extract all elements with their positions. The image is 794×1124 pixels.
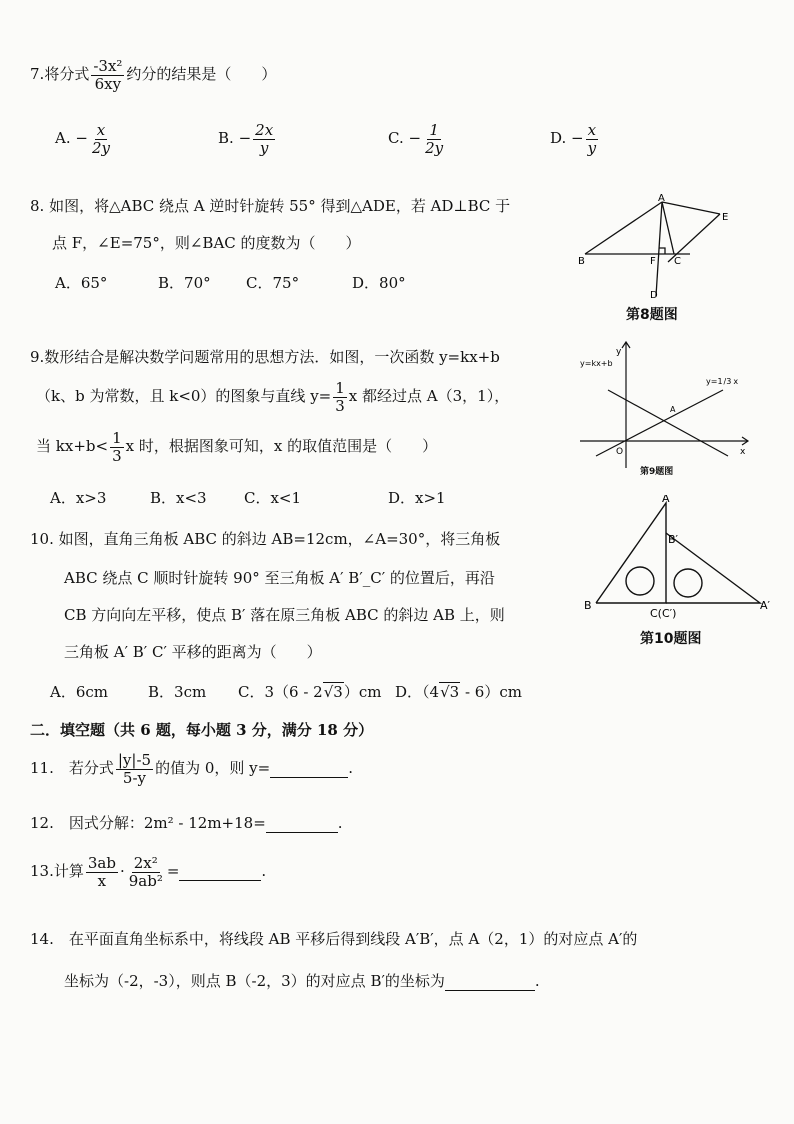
q9-option-b: B．x<3	[150, 489, 207, 507]
q13-dot: ·	[119, 862, 125, 880]
q10-d-a: D．（4	[395, 683, 440, 701]
q10-c-a: C．3（6 - 2	[238, 683, 323, 701]
q13-end: .	[261, 862, 267, 880]
q13-eq: =	[166, 862, 180, 880]
q7-a-frac	[90, 122, 112, 156]
q7-b-num: 2x	[255, 121, 274, 139]
q8-label-a: A	[658, 193, 665, 204]
q8-seg-ab	[585, 202, 662, 254]
q8-label-f: F	[650, 256, 656, 267]
q8-seg-ed	[668, 214, 720, 262]
q10-label-a-prime: A′	[760, 599, 771, 612]
q11-end: .	[348, 759, 353, 777]
q7-b-frac	[253, 122, 275, 156]
q8-label-d: D	[650, 290, 658, 301]
q8-caption: 第8题图	[626, 307, 678, 323]
q8-line1: 8. 如图，将△ABC 绕点 A 逆时针旋转 55° 得到△ADE，若 AD⊥BC 于	[30, 197, 511, 215]
q7-c-label: C.	[388, 129, 404, 147]
q7-a-sign: −	[75, 129, 88, 147]
q10-label-a: A	[662, 495, 670, 505]
q8-right-angle-mark	[659, 248, 665, 254]
q7-option-b	[218, 122, 277, 156]
q9-label-kxb: y=kx+b	[580, 359, 613, 368]
q9-label-origin: O	[616, 447, 624, 457]
q13-den2: 9ab²	[128, 871, 163, 890]
q10-line2: ABC 绕点 C 顺时针旋转 90° 至三角板 A′ B′_C′ 的位置后，再沿	[64, 569, 495, 587]
q7-c-den: 2y	[425, 138, 444, 157]
q10-d-b: - 6）cm	[460, 683, 522, 701]
q8-seg-ac	[662, 202, 674, 254]
q7-text-b: 约分的结果是（ ）	[126, 65, 277, 83]
q8-seg-ae	[662, 202, 720, 214]
q10-d-radicand: 3	[449, 683, 460, 701]
q8-seg-ad	[656, 202, 662, 296]
q9-label-third: y=1/3 x	[706, 377, 739, 386]
q14-line1: 14. 在平面直角坐标系中，将线段 AB 平移后得到线段 A′B′，点 A（2，1）的对应点 A′的	[30, 930, 638, 948]
q8-label-e: E	[722, 212, 729, 223]
q7-option-d	[550, 122, 600, 156]
q10-c-radical: √3	[323, 683, 343, 701]
q12-answer-blank[interactable]	[266, 814, 338, 833]
q12	[30, 812, 343, 833]
q10-caption: 第10题图	[640, 631, 702, 647]
q7-a-label: A.	[55, 129, 71, 147]
q7-number: 7.	[30, 65, 45, 83]
q9-option-d: D．x>1	[388, 489, 446, 507]
q14-end: .	[534, 972, 540, 990]
q10-triangle-abc	[596, 503, 666, 603]
q7-b-sign: −	[238, 129, 252, 147]
q10-d-radical: √3	[440, 683, 460, 701]
q8-label-c: C	[674, 256, 681, 267]
q13-num2: 2x²	[133, 854, 158, 872]
q9-graph	[578, 338, 758, 478]
q13-frac1	[86, 855, 118, 889]
q10-option-b: B．3cm	[148, 683, 207, 701]
q9-label-third-den: 3	[726, 377, 732, 386]
q7-a-num: x	[96, 121, 106, 139]
q7-d-sign: −	[571, 129, 584, 147]
q9-line2-frac	[333, 380, 347, 414]
q7-text-a: 将分式	[44, 65, 90, 83]
q7-frac-num: -3x²	[93, 57, 123, 75]
q9-line2-b: x 都经过点 A（3，1），	[348, 387, 510, 405]
q14-line2	[64, 970, 540, 991]
q14-line2-text: 坐标为（-2，-3），则点 B（-2，3）的对应点 B′的坐标为	[64, 972, 445, 990]
q12-text: 12. 因式分解：2m² - 12m+18=	[30, 814, 266, 832]
q7-option-a	[55, 122, 114, 156]
q9-option-c: C．x<1	[244, 489, 302, 507]
q9-line3-frac	[110, 430, 124, 464]
q9-label-point-a: A	[670, 405, 676, 414]
q9-line2	[36, 380, 509, 414]
q9-label-third-num: 1	[717, 377, 723, 386]
q7-b-label: B.	[218, 129, 234, 147]
q7-fraction	[91, 58, 124, 92]
q7-d-den: y	[587, 138, 597, 157]
q7-frac-den: 6xy	[94, 74, 122, 93]
q11-text-b: 的值为 0，则 y=	[155, 759, 271, 777]
q9-line2-num: 1	[335, 379, 345, 397]
q10-triangle-abc-prime	[666, 533, 760, 603]
q7-c-frac	[423, 122, 445, 156]
q7-b-den: y	[259, 138, 269, 157]
q10-label-c: C(C′)	[650, 607, 677, 620]
q8-option-c: C．75°	[246, 274, 300, 292]
q9-label-x: x	[740, 447, 746, 457]
q7-stem	[30, 58, 276, 92]
q9-line3	[36, 430, 437, 464]
q13-den1: x	[97, 871, 107, 890]
q7-d-num: x	[587, 121, 597, 139]
q7-c-num: 1	[429, 121, 439, 139]
q11-frac	[116, 752, 153, 786]
q8-option-d: D．80°	[352, 274, 406, 292]
q13-num1: 3ab	[87, 854, 116, 872]
q9-label-third-b: x	[733, 377, 739, 386]
q9-line3-b: x 时，根据图象可知，x 的取值范围是（ ）	[125, 437, 438, 455]
q10-label-b: B	[584, 599, 592, 612]
q14-answer-blank[interactable]	[445, 972, 535, 991]
q8-label-b: B	[578, 256, 585, 267]
q7-c-sign: −	[408, 129, 422, 147]
q9-option-a: A．x>3	[50, 489, 107, 507]
q7-option-c	[388, 122, 447, 156]
q9-line2-den: 3	[335, 396, 345, 415]
q8-option-b: B．70°	[158, 274, 211, 292]
q11-num: |y|-5	[117, 751, 152, 769]
q10-figure	[582, 495, 782, 625]
q10-line1: 10. 如图，直角三角板 ABC 的斜边 AB=12cm，∠A=30°，将三角板	[30, 530, 501, 548]
q10-c-radicand: 3	[333, 683, 343, 701]
q8-option-a: A．65°	[55, 274, 108, 292]
q9-caption: 第9题图	[640, 467, 674, 477]
q9-line3-a: 当 kx+b<	[36, 437, 109, 455]
q7-d-frac	[586, 122, 598, 156]
q10-c-b: ）cm	[343, 683, 382, 701]
q10-line3: CB 方向向左平移，使点 B′ 落在原三角板 ABC 的斜边 AB 上，则	[64, 606, 505, 624]
q10-option-a: A．6cm	[50, 683, 109, 701]
q9-line3-den: 3	[112, 446, 122, 465]
q13-text: 13.计算	[30, 862, 84, 880]
q8-line2: 点 F，∠E=75°，则∠BAC 的度数为（ ）	[52, 234, 361, 252]
q11-answer-blank[interactable]	[270, 759, 348, 778]
q10-label-b-prime: B′	[668, 533, 679, 546]
q11-text-a: 11. 若分式	[30, 759, 114, 777]
q10-option-d	[395, 681, 522, 702]
q9-label-y: y	[616, 347, 622, 357]
q10-hole-left	[626, 567, 654, 595]
q13	[30, 855, 266, 889]
q10-option-c	[238, 681, 381, 702]
q9-line1: 9.数形结合是解决数学问题常用的思想方法．如图，一次函数 y=kx+b	[30, 348, 500, 366]
q12-end: .	[337, 814, 343, 832]
section-2-heading: 二．填空题（共 6 题，每小题 3 分，满分 18 分）	[30, 721, 374, 739]
q11	[30, 752, 353, 786]
q9-line3-num: 1	[112, 429, 122, 447]
q7-a-den: 2y	[91, 138, 110, 157]
q7-d-label: D.	[550, 129, 567, 147]
q9-label-third-a: y=	[706, 377, 718, 386]
q9-line2-a: （k、b 为常数，且 k<0）的图象与直线 y=	[36, 387, 332, 405]
q10-line4: 三角板 A′ B′ C′ 平移的距离为（ ）	[64, 643, 322, 661]
q13-frac2	[127, 855, 165, 889]
q10-hole-right	[674, 569, 702, 597]
q11-den: 5-y	[122, 768, 146, 787]
q8-figure	[570, 192, 750, 302]
q13-answer-blank[interactable]	[179, 862, 261, 881]
